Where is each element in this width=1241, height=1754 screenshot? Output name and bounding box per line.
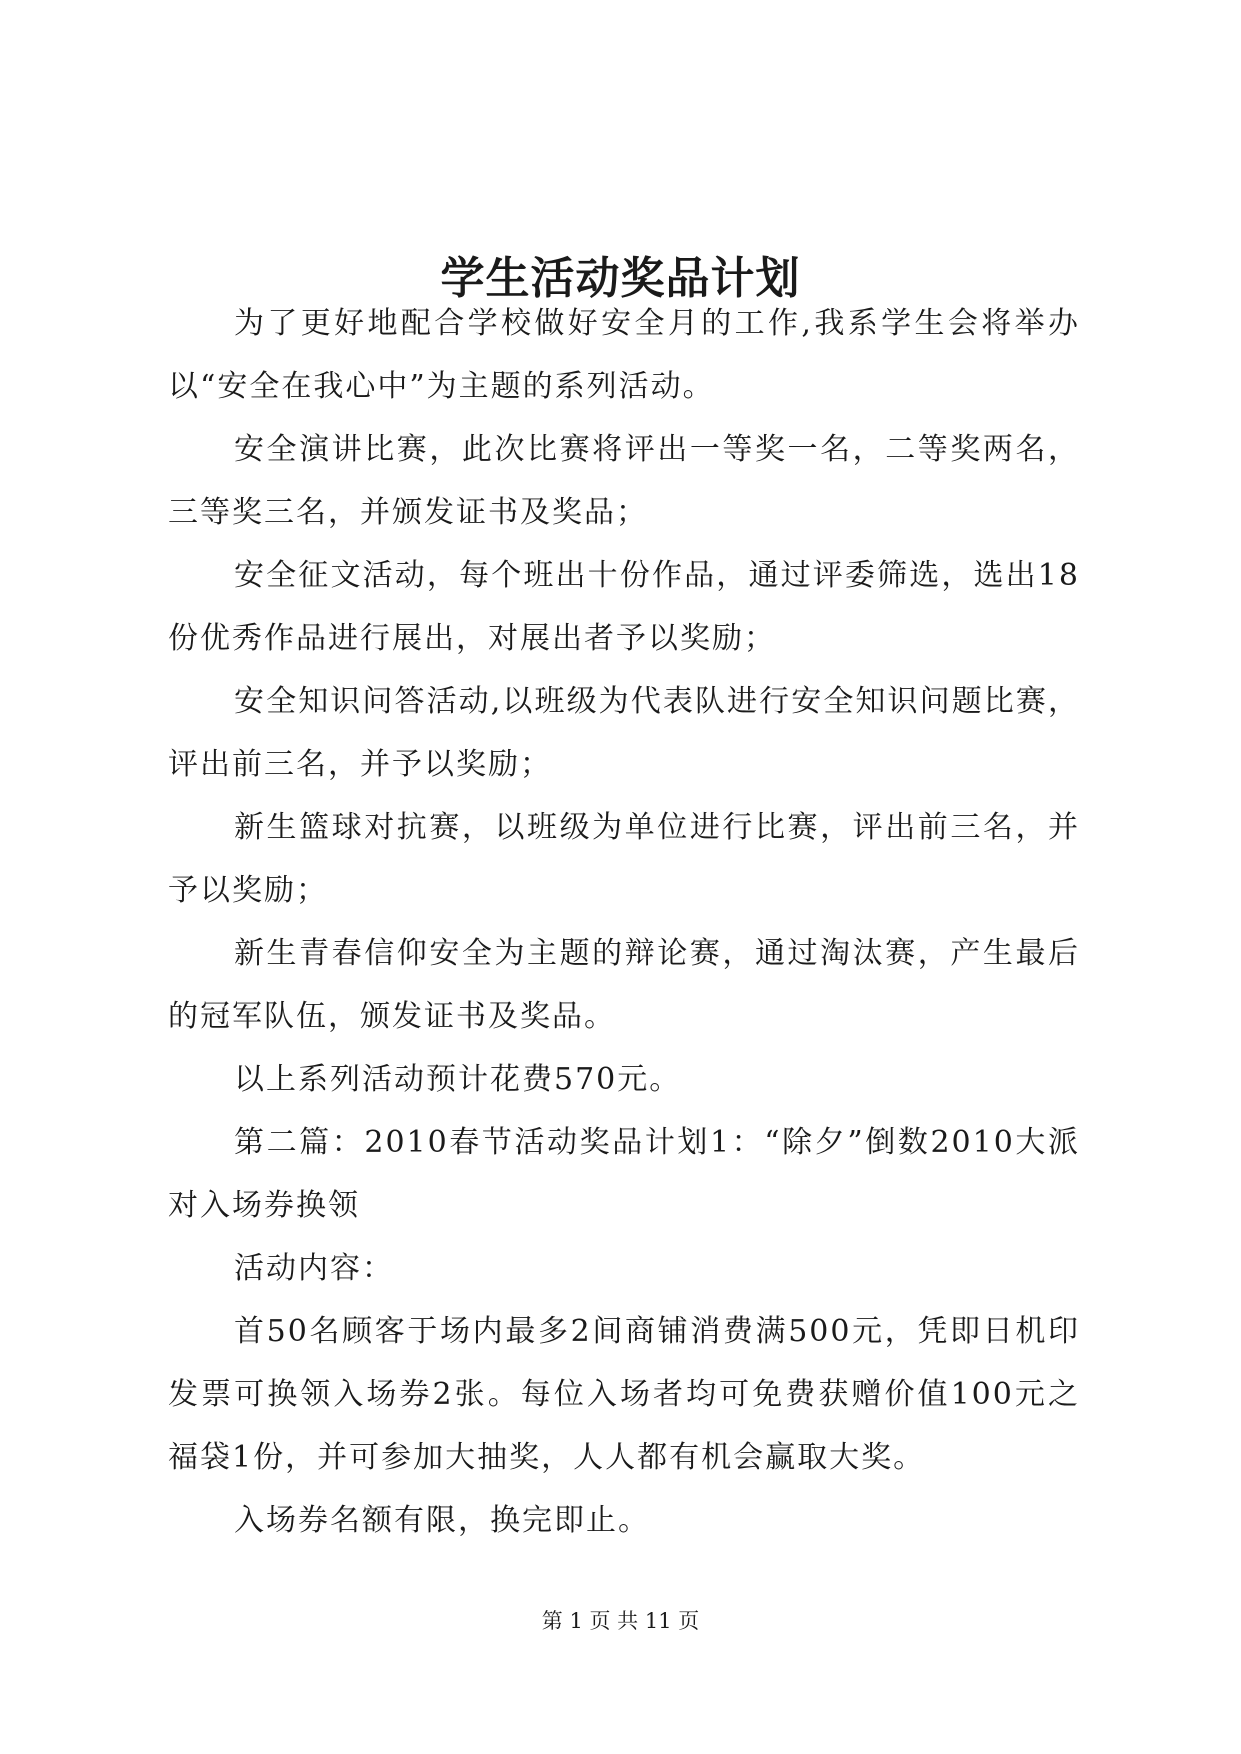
paragraph-activity-content-label: 活动内容： xyxy=(234,1251,394,1286)
paragraph-ticket-limit: 入场券名额有限，换完即止。 xyxy=(234,1503,650,1538)
page-title: 学生活动奖品计划 xyxy=(440,253,801,305)
paragraph-budget: 以上系列活动预计花费570元。 xyxy=(234,1062,682,1097)
paragraph-section-two-heading: 第二篇：2010春节活动奖品计划1：“除夕”倒数2010大派对入场券换领 xyxy=(168,1125,1080,1223)
paragraph-basketball: 新生篮球对抗赛，以班级为单位进行比赛，评出前三名，并予以奖励； xyxy=(168,810,1080,908)
page-footer: 第 1 页 共 11 页 xyxy=(541,1609,700,1633)
paragraph-intro: 为了更好地配合学校做好安全月的工作,我系学生会将举办以“安全在我心中”为主题的系列活动。 xyxy=(168,306,1080,404)
paragraph-speech-contest: 安全演讲比赛，此次比赛将评出一等奖一名，二等奖两名，三等奖三名，并颁发证书及奖品； xyxy=(168,432,1080,530)
paragraph-activity-details: 首50名顾客于场内最多2间商铺消费满500元，凭即日机印发票可换领入场券2张。每位入场者均可免费获赠价值100元之福袋1份，并可参加大抽奖，人人都有机会赢取大奖。 xyxy=(168,1314,1080,1475)
document-body xyxy=(168,292,1080,1552)
paragraph-debate: 新生青春信仰安全为主题的辩论赛，通过淘汰赛，产生最后的冠军队伍，颁发证书及奖品。 xyxy=(168,936,1080,1034)
paragraph-essay-contest: 安全征文活动，每个班出十份作品，通过评委筛选，选出18份优秀作品进行展出，对展出者予以奖励； xyxy=(168,558,1080,656)
paragraph-quiz-contest: 安全知识问答活动,以班级为代表队进行安全知识问题比赛，评出前三名，并予以奖励； xyxy=(168,684,1080,782)
